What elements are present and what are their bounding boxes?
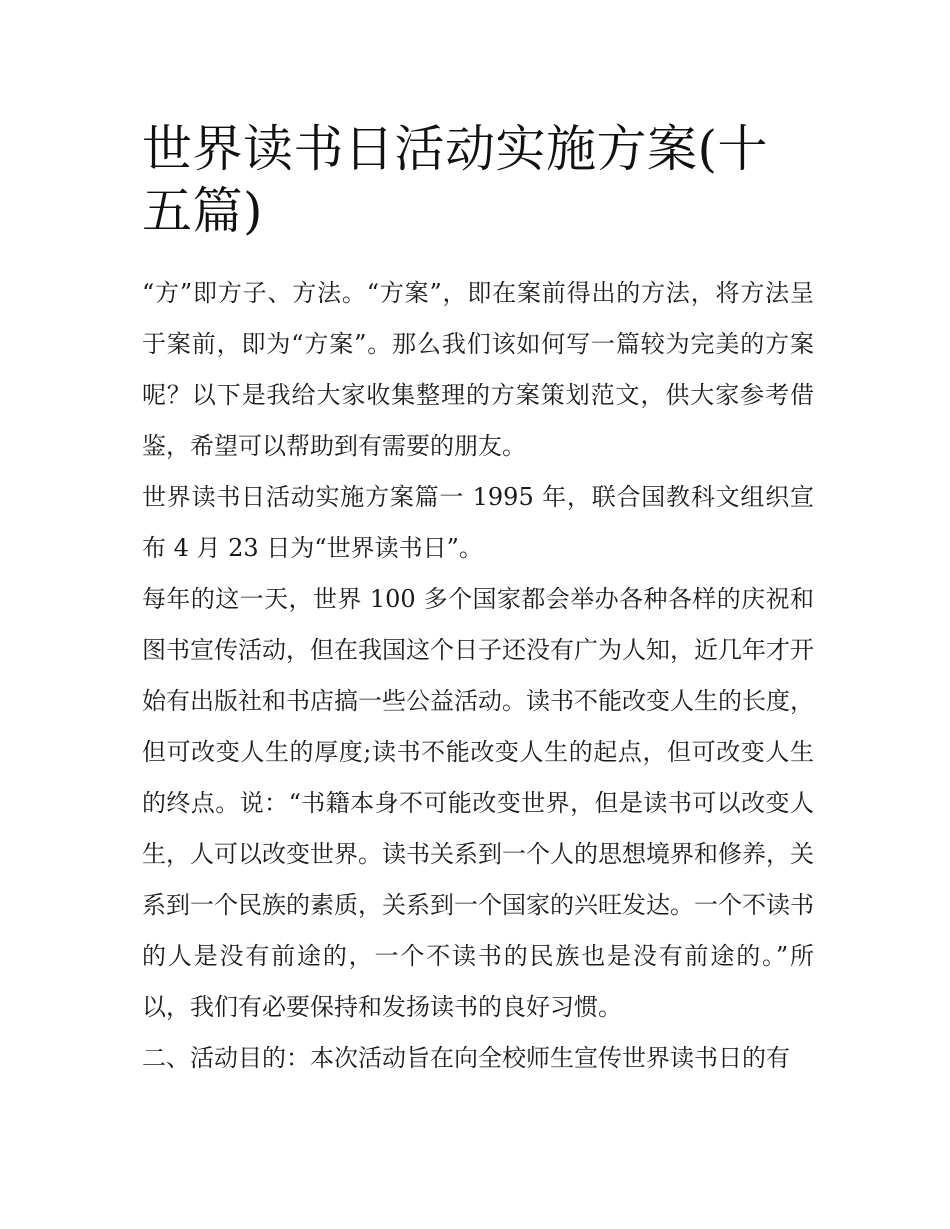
document-page bbox=[142, 118, 814, 1084]
intro-paragraph: “方”即方子、方法。“方案”，即在案前得出的方法，将方法呈于案前，即为“方案”。那么我们该如何写一篇较为完美的方案呢？以下是我给大家收集整理的方案策划范文，供大家参考借鉴，希望可以帮助到有需要的朋友。 bbox=[142, 279, 814, 460]
document-title: 世界读书日活动实施方案(十五篇) bbox=[142, 120, 769, 240]
background-paragraph: 每年的这一天，世界 100 多个国家都会举办各种各样的庆祝和图书宣传活动，但在我国这个日子还没有广为人知，近几年才开始有出版社和书店搞一些公益活动。读书不能改变人生的长度，但可改变人生的厚度;读书不能改变人生的起点，但可改变人生的终点。说：“书籍本身不可能改变世界，但是读书可以改变人生，人可以改变世界。读书关系到一个人的思想境界和修养，关系到一个民族的素质，关系到一个国家的兴旺发达。一个不读书的人是没有前途的，一个不读书的民族也是没有前途的。”所以，我们有必要保持和发扬读书的良好习惯。 bbox=[142, 585, 814, 1021]
section-one-paragraph: 世界读书日活动实施方案篇一 1995 年，联合国教科文组织宣布 4 月 23 日为“世界读书日”。 bbox=[142, 483, 814, 562]
activity-purpose-paragraph: 二、活动目的：本次活动旨在向全校师生宣传世界读书日的有 bbox=[142, 1044, 790, 1072]
